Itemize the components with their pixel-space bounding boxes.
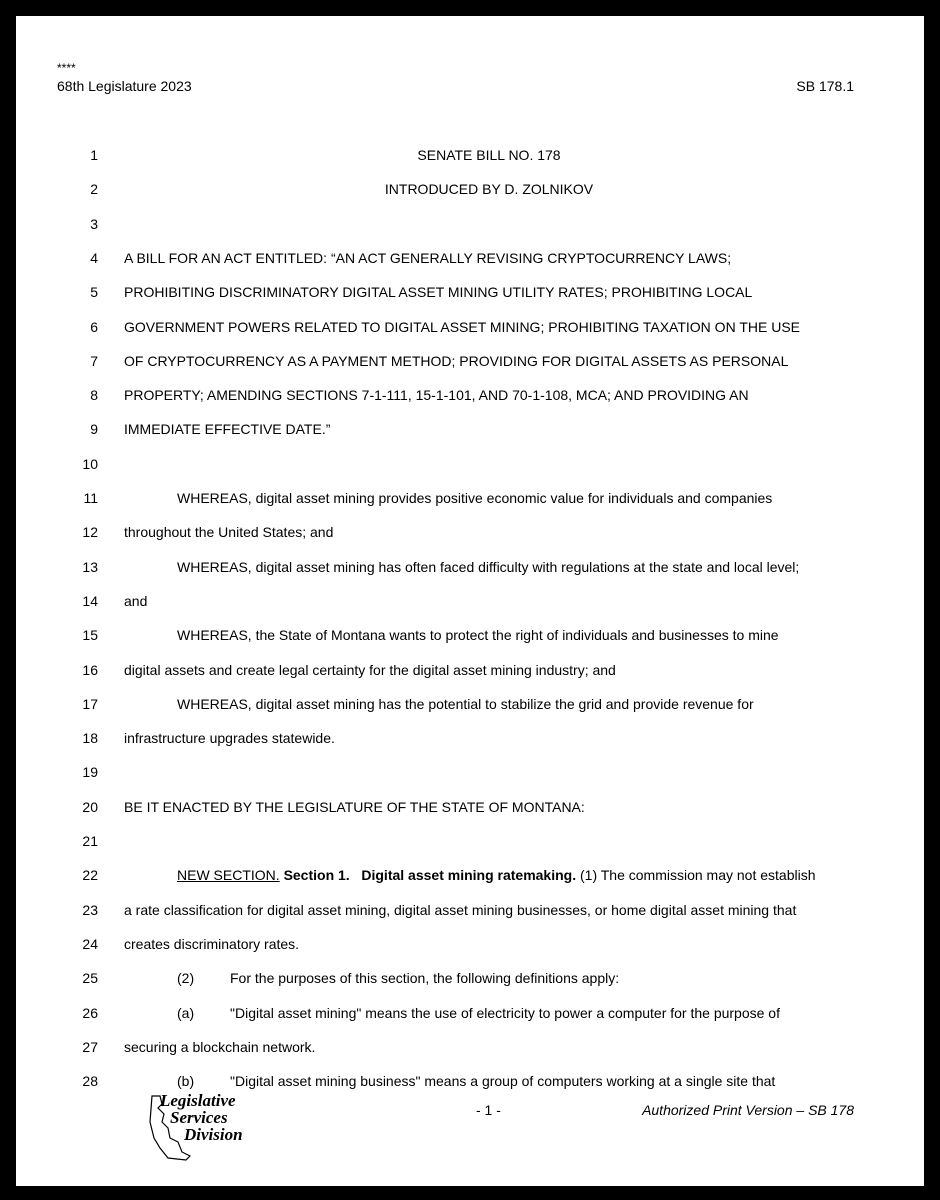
line-number: 27	[82, 1038, 98, 1055]
line-number: 21	[82, 833, 98, 849]
bill-line	[16, 487, 924, 509]
authorized-print-version: Authorized Print Version – SB 178	[642, 1102, 854, 1118]
line-number: 19	[82, 764, 98, 781]
header-legislature: 68th Legislature 2023	[57, 78, 192, 94]
subsection-text: For the purposes of this section, the following definitions apply:	[230, 970, 620, 987]
bill-line	[16, 590, 924, 612]
bill-line	[16, 418, 924, 440]
line-number: 15	[82, 627, 98, 644]
bill-line	[16, 659, 924, 681]
line-text	[177, 1002, 780, 1024]
bill-line	[16, 727, 924, 749]
line-text: WHEREAS, digital asset mining provides positive economic value for individuals and companies	[177, 490, 773, 506]
line-number: 20	[82, 798, 98, 815]
subsection-label: (a)	[177, 1004, 195, 1021]
line-text	[177, 967, 619, 989]
line-text: BE IT ENACTED BY THE LEGISLATURE OF THE STATE OF MONTANA:	[124, 798, 585, 815]
subsection-text: "Digital asset mining business" means a group of computers working at a single site that	[230, 1073, 776, 1090]
header-bill-id: SB 178.1	[796, 78, 854, 94]
line-number: 26	[82, 1004, 98, 1021]
bill-line	[16, 213, 924, 235]
line-number: 8	[90, 387, 98, 404]
bill-line	[16, 967, 924, 989]
logo-word-1: Legislative	[160, 1091, 236, 1110]
line-text: infrastructure upgrades statewide.	[124, 730, 335, 747]
line-number: 18	[82, 730, 98, 747]
line-number: 22	[82, 867, 98, 884]
line-text: PROHIBITING DISCRIMINATORY DIGITAL ASSET MINING UTILITY RATES; PROHIBITING LOCAL	[124, 284, 753, 301]
bill-line	[16, 521, 924, 543]
bill-line	[16, 350, 924, 372]
bill-line	[16, 144, 924, 166]
line-text: GOVERNMENT POWERS RELATED TO DIGITAL ASSET MINING; PROHIBITING TAXATION ON THE USE	[124, 318, 800, 335]
bill-line	[16, 933, 924, 955]
line-text: PROPERTY; AMENDING SECTIONS 7-1-111, 15-1-101, AND 70-1-108, MCA; AND PROVIDING AN	[124, 387, 749, 404]
line-text: a rate classification for digital asset mining, digital asset mining businesses, or home digital asset mining that	[124, 901, 797, 918]
line-number: 14	[82, 592, 98, 609]
bill-line	[16, 178, 924, 200]
line-number: 10	[82, 455, 98, 472]
line-text: A BILL FOR AN ACT ENTITLED: “AN ACT GENERALLY REVISING CRYPTOCURRENCY LAWS;	[124, 249, 732, 266]
line-text	[177, 1070, 775, 1092]
logo-word-3: Division	[184, 1125, 243, 1144]
line-number: 25	[82, 970, 98, 987]
line-text: creates discriminatory rates.	[124, 935, 300, 952]
line-number: 24	[82, 935, 98, 952]
subsection-label: (b)	[177, 1073, 195, 1090]
line-number: 12	[82, 524, 98, 541]
document-page	[16, 16, 924, 1186]
bill-line	[16, 693, 924, 715]
section-number: Section 1.	[283, 867, 350, 884]
bill-line	[16, 796, 924, 818]
bill-line	[16, 624, 924, 646]
bill-line	[16, 1070, 924, 1092]
line-number: 17	[82, 695, 98, 712]
line-text: throughout the United States; and	[124, 524, 334, 541]
line-text: SENATE BILL NO. 178	[417, 147, 561, 163]
line-number: 11	[83, 490, 98, 506]
line-text	[177, 864, 816, 886]
line-number: 7	[90, 352, 98, 369]
page-number: - 1 -	[476, 1102, 501, 1118]
bill-line	[16, 247, 924, 269]
new-section-label: NEW SECTION.	[177, 867, 280, 884]
line-number: 2	[90, 181, 98, 198]
subsection-text: "Digital asset mining" means the use of electricity to power a computer for the purpose of	[230, 1004, 780, 1021]
line-number: 13	[82, 558, 98, 575]
line-number: 3	[90, 215, 98, 232]
bill-line	[16, 281, 924, 303]
line-text: INTRODUCED BY D. ZOLNIKOV	[384, 181, 594, 198]
line-text: WHEREAS, digital asset mining has the potential to stabilize the grid and provide revenue for	[177, 695, 754, 712]
line-number: 1	[90, 147, 98, 163]
line-number: 28	[82, 1073, 98, 1090]
bill-line	[16, 316, 924, 338]
line-number: 5	[90, 284, 98, 301]
line-number: 4	[90, 249, 98, 266]
line-text: IMMEDIATE EFFECTIVE DATE.”	[124, 421, 331, 438]
section-title: Digital asset mining ratemaking.	[361, 867, 577, 884]
logo-word-2: Services	[170, 1108, 228, 1127]
bill-line	[16, 556, 924, 578]
subsection-label: (2)	[177, 970, 195, 987]
section-text: (1) The commission may not establish	[580, 867, 816, 884]
line-number: 6	[90, 318, 98, 335]
line-text: and	[124, 592, 148, 609]
bill-line	[16, 1002, 924, 1024]
line-text: digital assets and create legal certainty for the digital asset mining industry; and	[124, 661, 616, 678]
bill-line	[16, 384, 924, 406]
line-text: WHEREAS, the State of Montana wants to protect the right of individuals and businesses to mine	[177, 627, 779, 644]
line-text: OF CRYPTOCURRENCY AS A PAYMENT METHOD; PROVIDING FOR DIGITAL ASSETS AS PERSONAL	[124, 352, 789, 369]
line-number: 9	[90, 421, 98, 438]
line-number: 16	[82, 661, 98, 678]
line-text: securing a blockchain network.	[124, 1038, 316, 1055]
lsd-logo	[138, 1092, 248, 1172]
bill-line	[16, 453, 924, 475]
line-text: WHEREAS, digital asset mining has often faced difficulty with regulations at the state and local level;	[177, 558, 800, 575]
bill-line	[16, 830, 924, 852]
header-stars: ****	[57, 61, 76, 75]
bill-line	[16, 899, 924, 921]
bill-line	[16, 864, 924, 886]
line-number: 23	[82, 901, 98, 918]
bill-line	[16, 761, 924, 783]
bill-line	[16, 1036, 924, 1058]
